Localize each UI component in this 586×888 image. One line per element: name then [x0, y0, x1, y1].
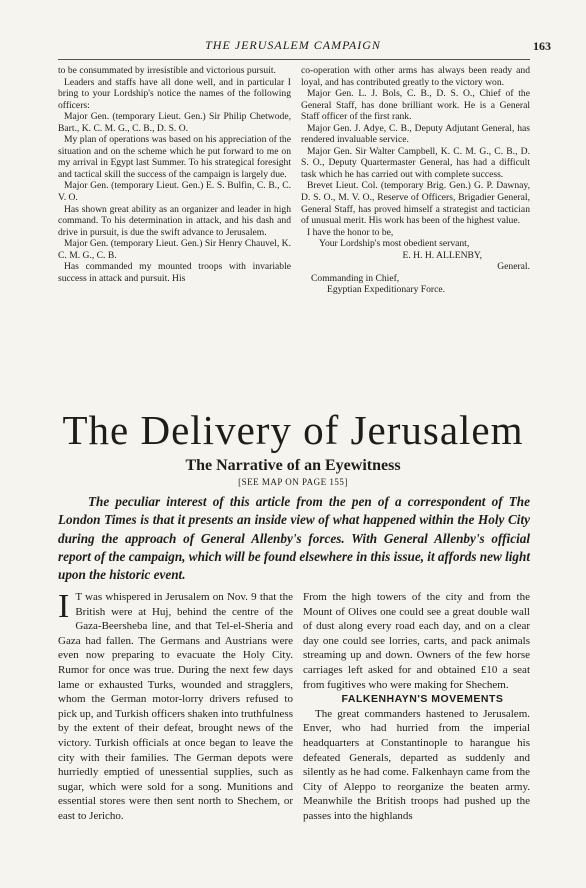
officer-name: Major Gen. (temporary Lieut. Gen.) Sir Philip Chetwode, Bart., K. C. M. G., C. B., D. S. O.: [58, 111, 291, 134]
drop-cap: I: [58, 590, 70, 625]
article-paragraph: The great commanders hastened to Jerusalem. Enver, who had hurried from the imperial headquarters at Constantinople to harangue his defeated Generals, departed as suddenly and silently as he had come. Falkenhayn came from the City of Aleppo to reorganize the beaten army. Meanwhile the British troops had pushed up the passes into the highlands: [303, 707, 530, 822]
page-number: 163: [533, 39, 551, 53]
report-paragraph: Major Gen. Sir Walter Campbell, K. C. M. G., C. B., D. S. O., Deputy Quartermaster General, has had a difficult task which he has carried out with complete success.: [301, 145, 530, 180]
report-paragraph: Brevet Lieut. Col. (temporary Brig. Gen.) G. P. Dawnay, D. S. O., M. V. O., Reserve of Officers, Brigadier General, General Staff, has proved himself a strategist and tactician of unusual merit. His work has been of the highest value.: [301, 180, 530, 227]
force-line: Egyptian Expeditionary Force.: [327, 284, 446, 296]
report-paragraph: My plan of operations was based on his appreciation of the situation and on the scheme which he put forward to me on my arrival in Egypt last Summer. To his strategical foresight and tactical skill the success of the campaign is largely due.: [58, 134, 291, 180]
article-paragraph: [58, 590, 293, 824]
report-paragraph: Major Gen. J. Adye, C. B., Deputy Adjutant General, has rendered invaluable service.: [301, 122, 530, 146]
signature: E. H. H. ALLENBY,: [402, 249, 482, 261]
header-rule: [58, 59, 530, 60]
report-paragraph: Leaders and staffs have all done well, and in particular I bring to your Lordship's notice the names of the following officers:: [58, 76, 291, 111]
running-head: THE JERUSALEM CAMPAIGN: [205, 38, 381, 52]
closing-line: Your Lordship's most obedient servant,: [319, 238, 470, 250]
report-right-column: [301, 65, 530, 365]
report-paragraph: Has commanded my mounted troops with invariable success in attack and pursuit. His: [58, 261, 291, 284]
article-left-column: [58, 590, 293, 882]
map-reference: [SEE MAP ON PAGE 155]: [238, 477, 348, 487]
officer-name: Major Gen. (temporary Lieut. Gen.) Sir Henry Chauvel, K. C. M. G., C. B.: [58, 238, 291, 261]
report-left-column: [58, 65, 291, 365]
report-paragraph: I have the honor to be,: [307, 226, 394, 238]
officer-name: Major Gen. (temporary Lieut. Gen.) E. S. Bulfin, C. B., C. V. O.: [58, 180, 291, 204]
signature-rank: General.: [497, 261, 530, 273]
article-paragraph: From the high towers of the city and from the Mount of Olives one could see a great double wall of dust along every road each day, and on a clear day one could see lorries, carts, and pack animals streaming up and down. Owners of the few horse carriages left asked for and obtained £10 a seat from fugitives who were making for Shechem.: [303, 591, 530, 691]
report-paragraph: Major Gen. L. J. Bols, C. B., D. S. O., Chief of the General Staff, has done brilliant work. He is a General Staff officer of the first rank.: [301, 88, 530, 123]
article-subtitle: The Narrative of an Eyewitness: [185, 457, 401, 474]
command-line: Commanding in Chief,: [311, 272, 400, 284]
section-heading: FALKENHAYN'S MOVEMENTS: [341, 693, 504, 706]
article-title: The Delivery of Jerusalem: [62, 407, 524, 453]
article-right-column: [303, 590, 530, 882]
report-paragraph: Has shown great ability as an organizer and leader in high command. To his determination in attack, and his dash and drive in pursuit, is due the swift advance to Jerusalem.: [58, 203, 291, 238]
article-intro: The peculiar interest of this article from the pen of a correspondent of The London Times is that it presents an inside view of what happened within the Holy City during the approach of General Allenby's forces. With General Allenby's official report of the campaign, which will be found elsewhere in this issue, it affords new light upon the historic event.: [58, 494, 531, 583]
report-paragraph: to be consummated by irresistible and victorious pursuit.: [58, 65, 276, 76]
report-paragraph: co-operation with other arms has always been ready and loyal, and has contributed greatly to the victory won.: [301, 65, 530, 88]
article-paragraph-text: T was whispered in Jerusalem on Nov. 9 that the British were at Huj, behind the centre of the Gaza-Beersheba line, and that Tel-el-Sheria and Gaza had fallen. The Germans and Austrians were even now preparing to evacuate the Holy City. Rumor for once was true. During the next few days lame or exhausted Turks, wounded and stragglers, whom the German motor-lorry drivers refused to pick up, and Turkish officers shaken into truthfulness by the extent of their defeat, brought news of the victory. Turkish officials at once began to leave the city with their families. The German depots were hurriedly emptied of unessential supplies, such as sugar, which were sold for a song. Munitions and essential stores were then sent north to Shechem, or east to Jericho.: [58, 591, 293, 822]
